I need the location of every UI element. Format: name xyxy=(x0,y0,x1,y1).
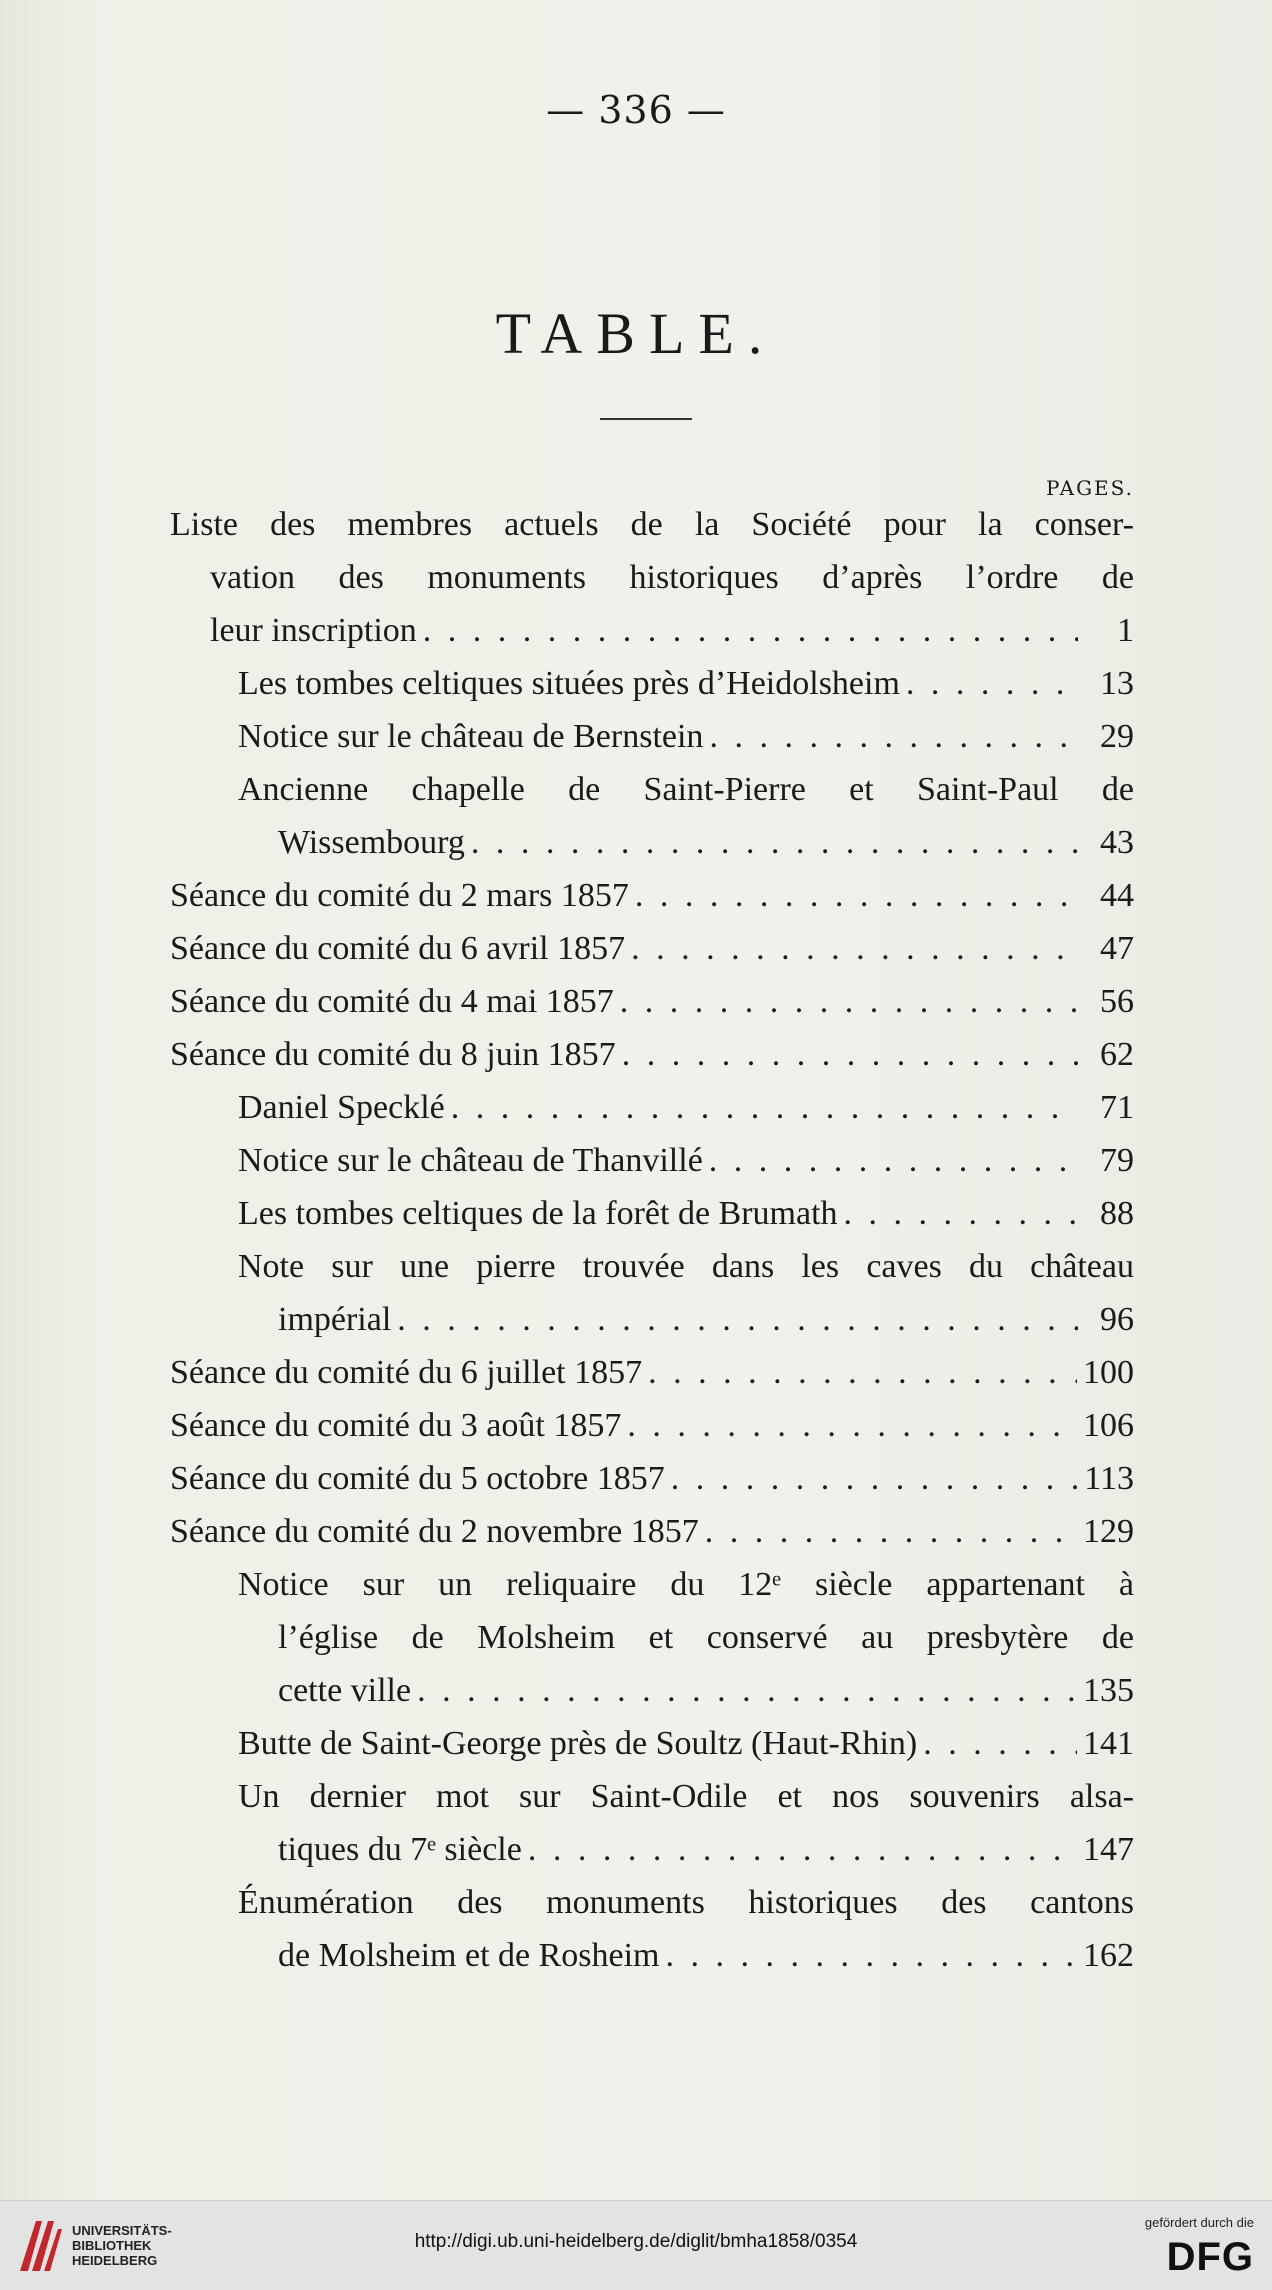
toc-entry-leader-line xyxy=(170,1452,1134,1505)
toc-page-number: 96 xyxy=(1100,1301,1134,1338)
toc-entry-leader-line xyxy=(170,922,1134,975)
dot-leader xyxy=(709,1134,1078,1187)
toc-entry-line: Liste des membres actuels de la Société pour la conser- xyxy=(170,506,1134,543)
toc-entry xyxy=(238,1876,1134,1982)
toc-entry xyxy=(238,1717,1134,1770)
toc-entry-leader-line xyxy=(170,1505,1134,1558)
toc-entry-title: Notice sur le château de Thanvillé xyxy=(238,1142,703,1179)
toc-entry xyxy=(238,1187,1134,1240)
toc-entry-leader-line xyxy=(170,1346,1134,1399)
toc-page-number: 29 xyxy=(1100,718,1134,755)
toc-entry-line: Notice sur un reliquaire du 12ᵉ siècle appartenant à xyxy=(238,1566,1134,1603)
toc-entry-title: Séance du comité du 5 octobre 1857 xyxy=(170,1460,665,1497)
toc-entry xyxy=(238,710,1134,763)
toc-page-number: 135 xyxy=(1083,1672,1134,1709)
toc-entry xyxy=(170,975,1134,1028)
toc-entry-title: Séance du comité du 4 mai 1857 xyxy=(170,983,614,1020)
library-name-line2: BIBLIOTHEK xyxy=(72,2238,152,2253)
toc-page-number: 44 xyxy=(1100,877,1134,914)
toc-entry xyxy=(170,922,1134,975)
dot-leader xyxy=(631,922,1078,975)
toc-entry-title: Séance du comité du 8 juin 1857 xyxy=(170,1036,616,1073)
toc-entry-leader-line xyxy=(238,1823,1134,1876)
toc-page-number: 129 xyxy=(1083,1513,1134,1550)
toc-entry-title: Notice sur le château de Bernstein xyxy=(238,718,704,755)
dot-leader xyxy=(923,1717,1077,1770)
dot-leader xyxy=(528,1823,1077,1876)
toc-entry-title: Séance du comité du 2 mars 1857 xyxy=(170,877,629,914)
toc-entry-leader-line xyxy=(238,1717,1134,1770)
toc-entry xyxy=(238,657,1134,710)
toc-entry xyxy=(238,1770,1134,1876)
toc-entry-line: vation des monuments historiques d’après l’ordre de xyxy=(210,559,1134,596)
toc-entry xyxy=(238,1240,1134,1346)
toc-entry-leader-line xyxy=(170,1399,1134,1452)
toc-page-number: 43 xyxy=(1100,824,1134,861)
toc-page-number: 162 xyxy=(1083,1937,1134,1974)
toc-entry xyxy=(170,1399,1134,1452)
toc-entry-title: de Molsheim et de Rosheim xyxy=(278,1937,660,1974)
toc-entry-leader-line xyxy=(238,710,1134,763)
toc-entry xyxy=(170,869,1134,922)
title-divider xyxy=(600,418,692,420)
dot-leader xyxy=(451,1081,1078,1134)
dot-leader xyxy=(844,1187,1078,1240)
toc-entry xyxy=(170,498,1134,657)
toc-page-number: 1 xyxy=(1117,612,1134,649)
dot-leader xyxy=(423,604,1078,657)
library-name-line3: HEIDELBERG xyxy=(72,2253,158,2268)
toc-page-number: 141 xyxy=(1083,1725,1134,1762)
dot-leader xyxy=(666,1929,1077,1982)
dot-leader xyxy=(627,1399,1077,1452)
table-of-contents xyxy=(170,498,1134,1982)
toc-entry-title: Wissembourg xyxy=(278,824,465,861)
toc-entry xyxy=(170,1028,1134,1081)
toc-entry-title: Séance du comité du 6 avril 1857 xyxy=(170,930,626,967)
dot-leader xyxy=(705,1505,1077,1558)
dfg-logo: DFG xyxy=(1166,2235,1254,2279)
toc-entry-leader-line xyxy=(170,604,1134,657)
page-number: — 336 — xyxy=(546,88,726,132)
toc-entry xyxy=(238,1558,1134,1717)
toc-entry-leader-line xyxy=(170,975,1134,1028)
toc-entry-line: l’église de Molsheim et conservé au presbytère de xyxy=(278,1619,1134,1656)
pages-column-label: PAGES. xyxy=(1046,476,1134,500)
toc-page-number: 106 xyxy=(1083,1407,1134,1444)
toc-entry-title: impérial xyxy=(278,1301,392,1338)
dot-leader xyxy=(671,1452,1078,1505)
toc-entry-leader-line xyxy=(238,1293,1134,1346)
library-name-line1: UNIVERSITÄTS- xyxy=(72,2223,172,2238)
document-url-link[interactable]: http://digi.ub.uni-heidelberg.de/diglit/bmha1858/0354 xyxy=(414,2231,858,2252)
toc-entry-line: Note sur une pierre trouvée dans les caves du château xyxy=(238,1248,1134,1285)
toc-entry-line: Un dernier mot sur Saint-Odile et nos souvenirs alsa- xyxy=(238,1778,1134,1815)
toc-page-number: 13 xyxy=(1100,665,1134,702)
toc-entry-title: Séance du comité du 6 juillet 1857 xyxy=(170,1354,643,1391)
dot-leader xyxy=(906,657,1078,710)
toc-entry xyxy=(238,1134,1134,1187)
toc-entry-leader-line xyxy=(238,1134,1134,1187)
toc-entry-title: leur inscription xyxy=(210,612,417,649)
toc-entry-title: Butte de Saint-George près de Soultz (Haut-Rhin) xyxy=(238,1725,918,1762)
dot-leader xyxy=(622,1028,1078,1081)
page-title: TABLE. xyxy=(495,301,777,366)
toc-entry xyxy=(170,1505,1134,1558)
toc-entry-leader-line xyxy=(238,1081,1134,1134)
toc-entry-title: Les tombes celtiques de la forêt de Brumath xyxy=(238,1195,838,1232)
dot-leader xyxy=(417,1664,1077,1717)
toc-page-number: 113 xyxy=(1084,1460,1134,1497)
toc-page-number: 56 xyxy=(1100,983,1134,1020)
toc-page-number: 147 xyxy=(1083,1831,1134,1868)
toc-entry-leader-line xyxy=(170,869,1134,922)
toc-entry-title: Séance du comité du 2 novembre 1857 xyxy=(170,1513,699,1550)
toc-entry xyxy=(170,1346,1134,1399)
dot-leader xyxy=(397,1293,1078,1346)
toc-entry-leader-line xyxy=(238,1187,1134,1240)
toc-entry xyxy=(238,763,1134,869)
toc-entry-title: tiques du 7ᵉ siècle xyxy=(278,1831,522,1868)
toc-page-number: 71 xyxy=(1100,1089,1134,1126)
toc-entry xyxy=(170,1452,1134,1505)
dot-leader xyxy=(709,710,1078,763)
toc-page-number: 47 xyxy=(1100,930,1134,967)
toc-page-number: 62 xyxy=(1100,1036,1134,1073)
toc-entry-title: Les tombes celtiques situées près d’Heidolsheim xyxy=(238,665,900,702)
toc-page-number: 79 xyxy=(1100,1142,1134,1179)
toc-entry-leader-line xyxy=(238,816,1134,869)
toc-entry-title: Séance du comité du 3 août 1857 xyxy=(170,1407,622,1444)
toc-entry-line: Ancienne chapelle de Saint-Pierre et Saint-Paul de xyxy=(238,771,1134,808)
dot-leader xyxy=(648,1346,1077,1399)
toc-page-number: 88 xyxy=(1100,1195,1134,1232)
dot-leader xyxy=(471,816,1078,869)
toc-page-number: 100 xyxy=(1083,1354,1134,1391)
toc-entry-title: cette ville xyxy=(278,1672,412,1709)
footer-bar xyxy=(0,2200,1272,2290)
dot-leader xyxy=(635,869,1078,922)
toc-entry-leader-line xyxy=(170,1028,1134,1081)
toc-entry-leader-line xyxy=(238,1929,1134,1982)
toc-entry-title: Daniel Specklé xyxy=(238,1089,445,1126)
toc-entry-line: Énumération des monuments historiques des cantons xyxy=(238,1884,1134,1921)
dot-leader xyxy=(620,975,1078,1028)
toc-entry xyxy=(238,1081,1134,1134)
sponsor-text: gefördert durch die xyxy=(1144,2215,1254,2230)
toc-entry-leader-line xyxy=(238,1664,1134,1717)
toc-entry-leader-line xyxy=(238,657,1134,710)
